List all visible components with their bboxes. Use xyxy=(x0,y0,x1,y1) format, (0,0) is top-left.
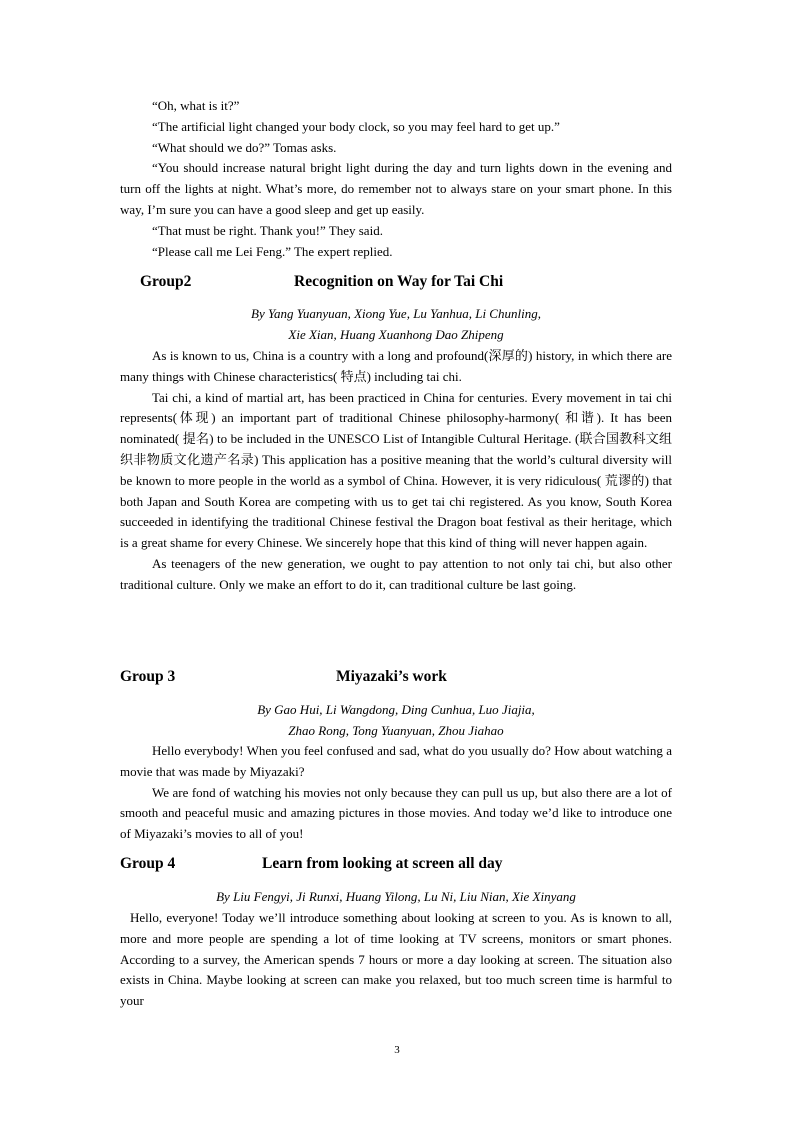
group4-byline xyxy=(120,887,672,908)
page-number: 3 xyxy=(394,1044,400,1056)
paragraph: We are fond of watching his movies not only because they can pull us up, but also there are a lot of smooth and peaceful music and amazing pictures in those movies. And today we’d like to introduce one of Miyazaki’s movies to all of you! xyxy=(120,784,672,842)
byline-line: Xie Xian, Huang Xuanhong Dao Zhipeng xyxy=(288,326,504,342)
byline-line: By Yang Yuanyuan, Xiong Yue, Lu Yanhua, Li Chunling, xyxy=(251,306,541,321)
paragraph: “What should we do?” Tomas asks. xyxy=(152,139,337,155)
byline-line: By Liu Fengyi, Ji Runxi, Huang Yilong, Lu Ni, Liu Nian, Xie Xinyang xyxy=(216,889,576,904)
byline-line: By Gao Hui, Li Wangdong, Ding Cunhua, Luo Jiajia, xyxy=(257,702,535,717)
paragraph: “Oh, what is it?” xyxy=(152,98,240,113)
group4-title: Learn from looking at screen all day xyxy=(262,855,503,872)
group2-title: Recognition on Way for Tai Chi xyxy=(294,273,504,290)
paragraph: “Please call me Lei Feng.” The expert replied. xyxy=(152,243,393,259)
group3-title: Miyazaki’s work xyxy=(336,668,447,685)
group2-label: Group2 xyxy=(140,273,192,290)
group4-body xyxy=(120,908,672,1012)
group3-byline xyxy=(120,700,672,742)
paragraph: As teenagers of the new generation, we ought to pay attention to not only tai chi, but also other traditional culture. Only we make an effort to do it, can traditional culture be last going. xyxy=(120,555,672,592)
group3-label: Group 3 xyxy=(120,668,176,685)
byline-line: Zhao Rong, Tong Yuanyuan, Zhou Jiahao xyxy=(288,722,504,738)
group2-body xyxy=(120,346,672,596)
paragraph: Hello, everyone! Today we’ll introduce something about looking at screen to you. As is known to all, more and more people are spending a lot of time looking at TV screens, monitors or smart phones. According to a survey, the American spends 7 hours or more a day looking at screen. The situation also exists in China. Maybe looking at screen can make you relaxed, but too much screen time is harmful to your xyxy=(120,910,672,1009)
group2-byline xyxy=(120,304,672,346)
paragraph: Hello everybody! When you feel confused and sad, what do you usually do? How about watching a movie that was made by Miyazaki? xyxy=(120,743,672,779)
paragraph: “That must be right. Thank you!” They said. xyxy=(152,222,383,238)
group4-label: Group 4 xyxy=(120,855,176,872)
paragraph: “The artificial light changed your body clock, so you may feel hard to get up.” xyxy=(152,118,560,134)
paragraph: Tai chi, a kind of martial art, has been practiced in China for centuries. Every movement in tai chi represents(体现) an important part of traditional Chinese philosophy-harmony( 和谐). It has been nominated( 提名) to be included in the UNESCO List of Intangible Cultural Heritage. (联合国教科文组织非物质文化遗产名录) This application has a positive meaning that the world’s cultural diversity will be known to more people in the world as a symbol of China. However, it is very ridiculous( 荒谬的) that both Japan and South Korea are competing with us to get tai chi registered. As you know, South Korea succeeded in identifying the traditional Chinese festival the Dragon boat festival as their heritage, which is a great shame for every Chinese. We sincerely hope that this kind of thing will never happen again. xyxy=(120,389,672,551)
paragraph: As is known to us, China is a country with a long and profound(深厚的) history, in which there are many things with Chinese characteristics( 特点) including tai chi. xyxy=(120,348,672,384)
dialogue-section xyxy=(120,96,672,262)
group3-body xyxy=(120,741,672,845)
paragraph: “You should increase natural bright light during the day and turn lights down in the evening and turn off the lights at night. What’s more, do remember not to always stare on your smart phone. In this way, I’m sure you can have a good sleep and get up easily. xyxy=(120,160,672,217)
